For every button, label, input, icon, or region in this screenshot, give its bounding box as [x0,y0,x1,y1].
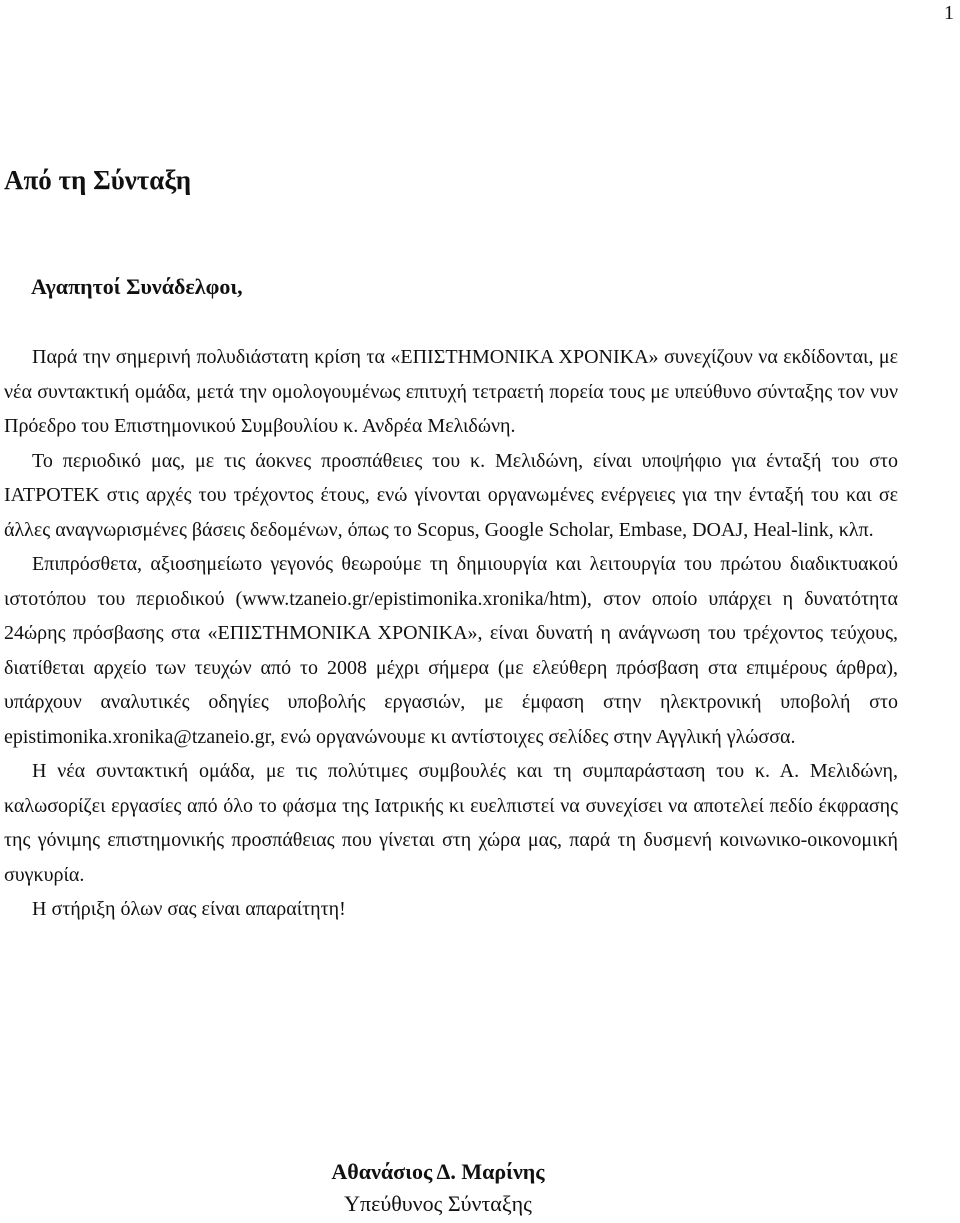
page-number: 1 [944,2,954,24]
signature-name: Αθανάσιος Δ. Μαρίνης [331,1159,545,1184]
signature-role: Υπεύθυνος Σύνταξης [344,1191,532,1216]
signature-block [228,1156,648,1220]
paragraph-new-team: Η νέα συντακτική ομάδα, με τις πολύτιμες συμβουλές και τη συμπαράσταση του κ. Α. Μελιδώνη, καλωσορίζει εργασίες από όλο το φάσμα της Ιατρικής κι ευελπιστεί να συνεχίσει να αποτελεί πεδίο έκφρασης της γόνιμης επιστημονικής προσπάθειας που γίνεται στη χώρα μας, παρά τη δυσμενή κοινωνικο-οικονομική συγκυρία. [4,760,898,886]
paragraph-indexing: Το περιοδικό μας, με τις άοκνες προσπάθειες του κ. Μελιδώνη, είναι υποψήφιο για ένταξή του στο ΙΑΤΡΟΤΕΚ στις αρχές του τρέχοντος έτους, ενώ γίνονται οργανωμένες ενέργειες για την ένταξή του και σε άλλες αναγνωρισμένες βάσεις δεδομένων, όπως το Scopus, Google Scholar, Embase, DOAJ, Heal-link, κλπ. [4,449,898,541]
paragraph-intro: Παρά την σημερινή πολυδιάστατη κρίση τα «ΕΠΙΣΤΗΜΟΝΙΚΑ ΧΡΟΝΙΚΑ» συνεχίζουν να εκδίδονται, με νέα συντακτική ομάδα, μετά την ομολογουμένως επιτυχή τετραετή πορεία τους με υπεύθυνο σύνταξης τον νυν Πρόεδρο του Επιστημονικού Συμβουλίου κ. Ανδρέα Μελιδώνη. [4,346,898,437]
paragraph-support: Η στήριξη όλων σας είναι απαραίτητη! [32,898,346,920]
page-title: Από τη Σύνταξη [4,165,192,195]
salutation: Αγαπητοί Συνάδελφοι, [31,274,243,299]
article-body [4,340,898,927]
paragraph-website: Επιπρόσθετα, αξιοσημείωτο γεγονός θεωρούμε τη δημιουργία και λειτουργία του πρώτου διαδικτυακού ιστοτόπου του περιοδικού (www.tzaneio.gr/epistimonika.xronika/htm), στον οποίο υπάρχει η δυνατότητα 24ώρης πρόσβασης στα «ΕΠΙΣΤΗΜΟΝΙΚΑ ΧΡΟΝΙΚΑ», είναι δυνατή η ανάγνωση του τρέχοντος τεύχους, διατίθεται αρχείο των τευχών από το 2008 μέχρι σήμερα (με ελεύθερη πρόσβαση στα επιμέρους άρθρα), υπάρχουν αναλυτικές οδηγίες υποβολής εργασιών, με έμφαση στην ηλεκτρονική υποβολή στο epistimonika.xronika@tzaneio.gr, ενώ οργανώνουμε κι αντίστοιχες σελίδες στην Αγγλική γλώσσα. [4,553,898,748]
